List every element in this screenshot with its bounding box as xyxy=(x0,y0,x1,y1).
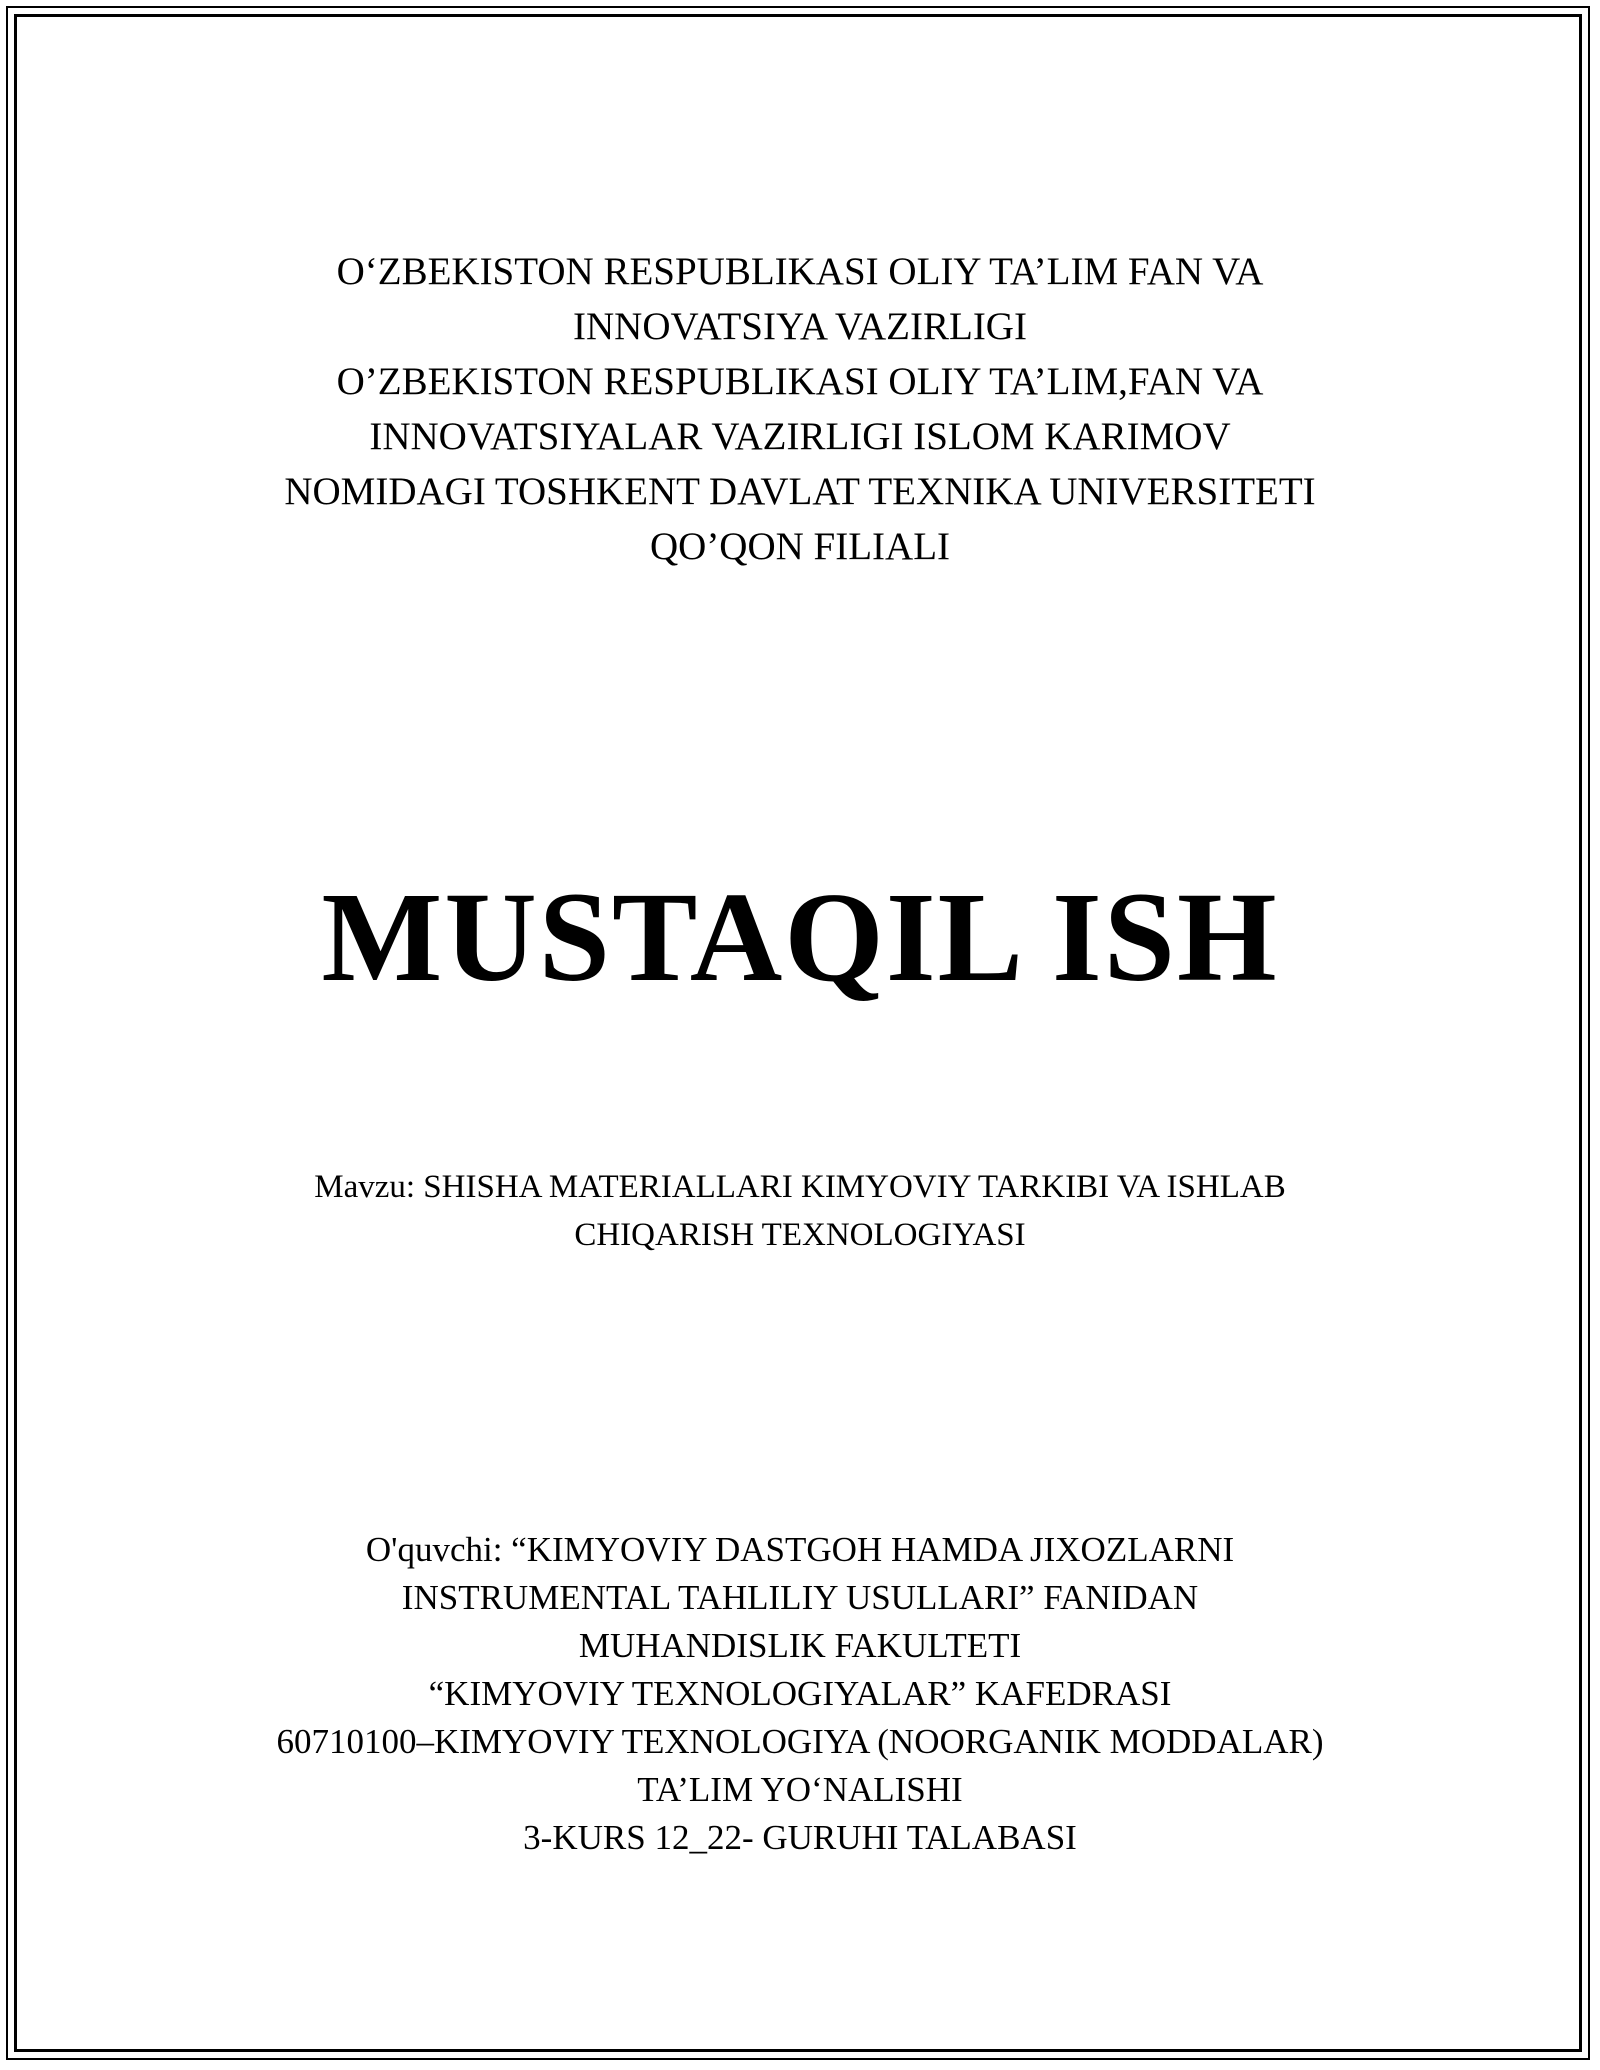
student-info-line: TA’LIM YO‘NALISHI xyxy=(637,1770,963,1809)
header-line: O’ZBEKISTON RESPUBLIKASI OLIY TA’LIM,FAN VA xyxy=(336,360,1264,403)
header-line: NOMIDAGI TOSHKENT DAVLAT TEXNIKA UNIVERSITETI xyxy=(284,470,1316,513)
header-line: O‘ZBEKISTON RESPUBLIKASI OLIY TA’LIM FAN VA xyxy=(336,250,1264,293)
topic-line: Mavzu: SHISHA MATERIALLARI KIMYOVIY TARKIBI VA ISHLAB xyxy=(314,1169,1286,1205)
topic-line: CHIQARISH TEXNOLOGIYASI xyxy=(574,1217,1026,1253)
topic-block xyxy=(200,1163,1400,1259)
student-info-line: 3-KURS 12_22- GURUHI TALABASI xyxy=(523,1818,1077,1857)
header-line: INNOVATSIYALAR VAZIRLIGI ISLOM KARIMOV xyxy=(369,415,1231,458)
student-info-line: “KIMYOVIY TEXNOLOGIYALAR” KAFEDRASI xyxy=(428,1674,1172,1713)
student-info-block xyxy=(200,1526,1400,1862)
document-title: MUSTAQIL ISH xyxy=(321,866,1279,1008)
student-info-line: INSTRUMENTAL TAHLILIY USULLARI” FANIDAN xyxy=(401,1578,1199,1617)
institution-header xyxy=(200,244,1400,574)
header-line: INNOVATSIYA VAZIRLIGI xyxy=(573,305,1027,348)
header-line: QO’QON FILIALI xyxy=(649,525,951,568)
student-info-line: 60710100–KIMYOVIY TEXNOLOGIYA (NOORGANIK MODDALAR) xyxy=(276,1722,1324,1761)
student-info-line: MUHANDISLIK FAKULTETI xyxy=(578,1626,1022,1665)
student-info-line: O'quvchi: “KIMYOVIY DASTGOH HAMDA JIXOZLARNI xyxy=(365,1530,1235,1569)
